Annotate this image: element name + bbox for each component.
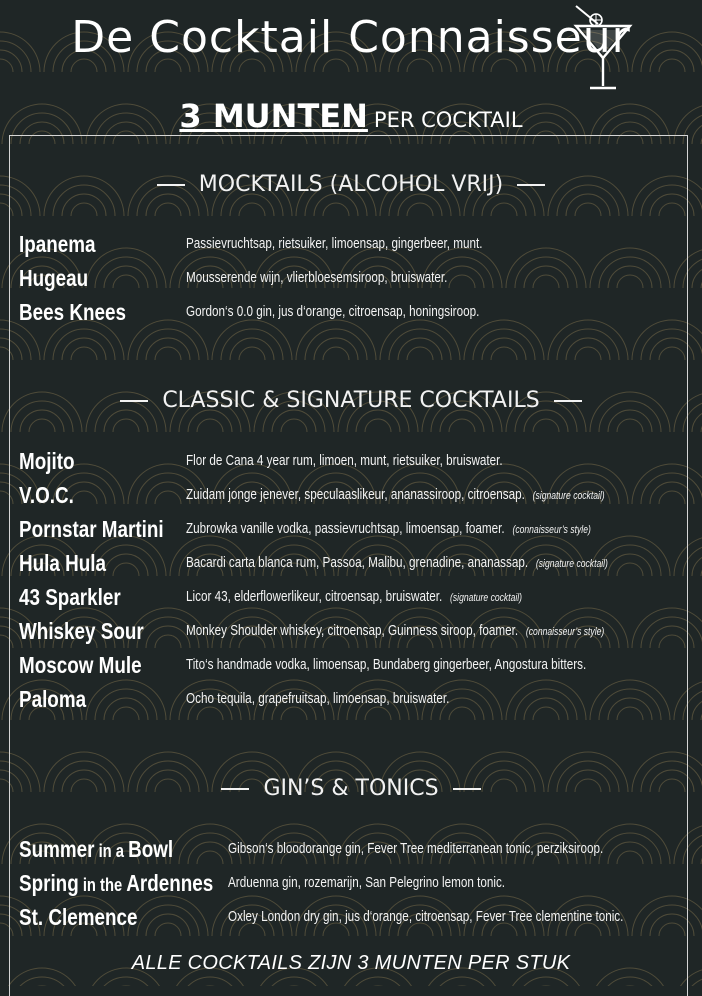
pattern-arch	[599, 977, 661, 986]
heading-dash-left	[120, 400, 148, 402]
section-heading-text: CLASSIC & SIGNATURE COCKTAILS	[162, 388, 540, 413]
item-description	[186, 580, 522, 615]
item-description-text: Bacardi carta blanca rum, Passoa, Malibu, grenadine, ananassap.	[186, 554, 529, 571]
pattern-arch	[239, 347, 265, 360]
section-heading-text: GIN’S & TONICS	[263, 776, 439, 801]
pattern-arch	[407, 203, 433, 216]
item-description: Arduenna gin, rozemarijn, San Pelegrino lemon tonic.	[228, 874, 506, 891]
menu-item	[0, 512, 702, 546]
section-heading-mocktails	[0, 170, 702, 200]
item-description	[186, 444, 510, 479]
pattern-arch	[62, 338, 106, 360]
pattern-arch	[230, 338, 274, 360]
item-description-text: Flor de Cana 4 year rum, limoen, munt, rietsuiker, bruiswater.	[186, 452, 503, 469]
menu-item	[0, 648, 702, 682]
item-description: Passievruchtsap, rietsuiker, limoensap, gingerbeer, munt.	[186, 235, 483, 252]
menu-item	[0, 261, 702, 295]
menu-item	[0, 478, 702, 512]
pattern-arch	[113, 419, 139, 432]
menu-item	[0, 227, 702, 261]
pattern-arch	[683, 977, 702, 986]
pattern-arch	[146, 338, 190, 360]
item-description	[186, 512, 591, 547]
martini-glass-icon	[568, 2, 638, 94]
pattern-arch	[155, 347, 181, 360]
menu-item	[0, 444, 702, 478]
item-note: (signature cocktail)	[535, 558, 608, 570]
item-name: Moscow Mule	[19, 652, 142, 678]
menu-item	[0, 614, 702, 648]
pattern-arch	[482, 338, 526, 360]
pattern-arch	[566, 338, 610, 360]
heading-dash-left	[221, 788, 249, 790]
pattern-arch	[0, 347, 13, 360]
pattern-arch	[515, 977, 577, 986]
item-description	[186, 682, 457, 717]
item-name: Bees Knees	[19, 299, 126, 325]
item-note: (connaisseur’s style)	[512, 524, 591, 536]
menu-item	[0, 682, 702, 716]
pattern-arch	[11, 977, 73, 986]
item-name: Hula Hula	[19, 550, 106, 576]
pattern-arch	[179, 977, 241, 986]
pattern-arch	[617, 419, 643, 432]
menu-item	[0, 832, 702, 866]
item-name: Paloma	[19, 686, 87, 712]
pattern-arch	[155, 203, 181, 216]
price-amount: 3 MUNTEN	[179, 97, 368, 135]
pattern-arch	[197, 419, 223, 432]
price-subtitle	[0, 96, 702, 143]
menu-item	[0, 866, 702, 900]
item-name	[19, 866, 213, 902]
item-name: Pornstar Martini	[19, 516, 164, 542]
pattern-arch	[407, 347, 433, 360]
price-per-label: PER COCKTAIL	[373, 108, 523, 132]
item-name	[19, 832, 173, 868]
item-note: (signature cocktail)	[532, 490, 605, 502]
pattern-arch	[323, 203, 349, 216]
menu-item	[0, 295, 702, 329]
pattern-arch	[431, 977, 493, 986]
menu-footer-note: ALLE COCKTAILS ZIJN 3 MUNTEN PER STUK	[131, 952, 571, 974]
pattern-arch	[533, 419, 559, 432]
item-name: V.O.C.	[19, 482, 74, 508]
pattern-arch	[491, 347, 517, 360]
item-name-part: in the	[78, 875, 127, 895]
heading-dash-right	[453, 788, 481, 790]
pattern-arch	[659, 203, 685, 216]
item-name-part: Summer	[19, 836, 95, 862]
item-description	[186, 648, 594, 683]
menu-item	[0, 580, 702, 614]
item-description-text: Zubrowka vanille vodka, passievruchtsap, limoensap, foamer.	[186, 520, 505, 537]
pattern-arch	[491, 203, 517, 216]
item-name: 43 Sparkler	[19, 584, 121, 610]
menu-item	[0, 900, 702, 934]
item-description-text: Ocho tequila, grapefruitsap, limoensap, bruiswater.	[186, 690, 450, 707]
pattern-arch	[449, 419, 475, 432]
pattern-arch	[0, 338, 22, 360]
item-description: Oxley London dry gin, jus d‘orange, citroensap, Fever Tree clementine tonic.	[228, 908, 624, 925]
item-name-part: Bowl	[128, 836, 174, 862]
item-description-text: Zuidam jonge jenever, speculaaslikeur, ananassiroop, citroensap.	[186, 486, 525, 503]
menu-title: De Cocktail Connaisseur	[71, 12, 631, 63]
item-note: (signature cocktail)	[450, 592, 523, 604]
heading-dash-left	[157, 184, 185, 186]
item-name-part: Ardennes	[126, 870, 214, 896]
item-note: (connaisseur’s style)	[525, 626, 605, 638]
pattern-arch	[314, 338, 358, 360]
pattern-arch	[281, 419, 307, 432]
pattern-arch	[575, 203, 601, 216]
item-description	[186, 614, 604, 649]
pattern-arch	[71, 347, 97, 360]
item-description: Gibson‘s bloodorange gin, Fever Tree mediterranean tonic, perziksiroop.	[228, 840, 604, 857]
section-heading-classic-signature	[0, 386, 702, 416]
item-name-part: St. Clemence	[19, 904, 138, 930]
item-description-text: Tito‘s handmade vodka, limoensap, Bundaberg gingerbeer, Angostura bitters.	[186, 656, 587, 673]
heading-dash-right	[517, 184, 545, 186]
pattern-arch	[29, 419, 55, 432]
item-description-text: Licor 43, elderflowerlikeur, citroensap, bruiswater.	[186, 588, 443, 605]
pattern-arch	[575, 347, 601, 360]
pattern-arch	[365, 419, 391, 432]
section-heading-gin-tonics	[0, 774, 702, 804]
item-name-part: in a	[94, 841, 129, 861]
item-description: Mousserende wijn, vlierbloesemsiroop, bruiswater.	[186, 269, 448, 286]
item-description	[186, 478, 605, 513]
pattern-arch	[263, 977, 325, 986]
pattern-arch	[95, 977, 157, 986]
menu-item	[0, 546, 702, 580]
pattern-arch	[71, 203, 97, 216]
pattern-arch	[659, 347, 685, 360]
heading-dash-right	[554, 400, 582, 402]
section-heading-text: MOCKTAILS (ALCOHOL VRIJ)	[198, 172, 504, 197]
item-name: Whiskey Sour	[19, 618, 144, 644]
pattern-arch	[323, 347, 349, 360]
item-name	[19, 900, 137, 936]
item-name: Hugeau	[19, 265, 89, 291]
item-name: Mojito	[19, 448, 75, 474]
pattern-arch	[398, 338, 442, 360]
pattern-arch	[650, 338, 694, 360]
item-description-text: Monkey Shoulder whiskey, citroensap, Guinness siroop, foamer.	[186, 622, 519, 639]
pattern-arch	[347, 977, 409, 986]
pattern-arch	[0, 203, 13, 216]
item-name-part: Spring	[19, 870, 79, 896]
pattern-arch	[239, 203, 265, 216]
item-name: Ipanema	[19, 231, 96, 257]
item-description: Gordon‘s 0.0 gin, jus d‘orange, citroensap, honingsiroop.	[186, 303, 480, 320]
item-description	[186, 546, 608, 581]
